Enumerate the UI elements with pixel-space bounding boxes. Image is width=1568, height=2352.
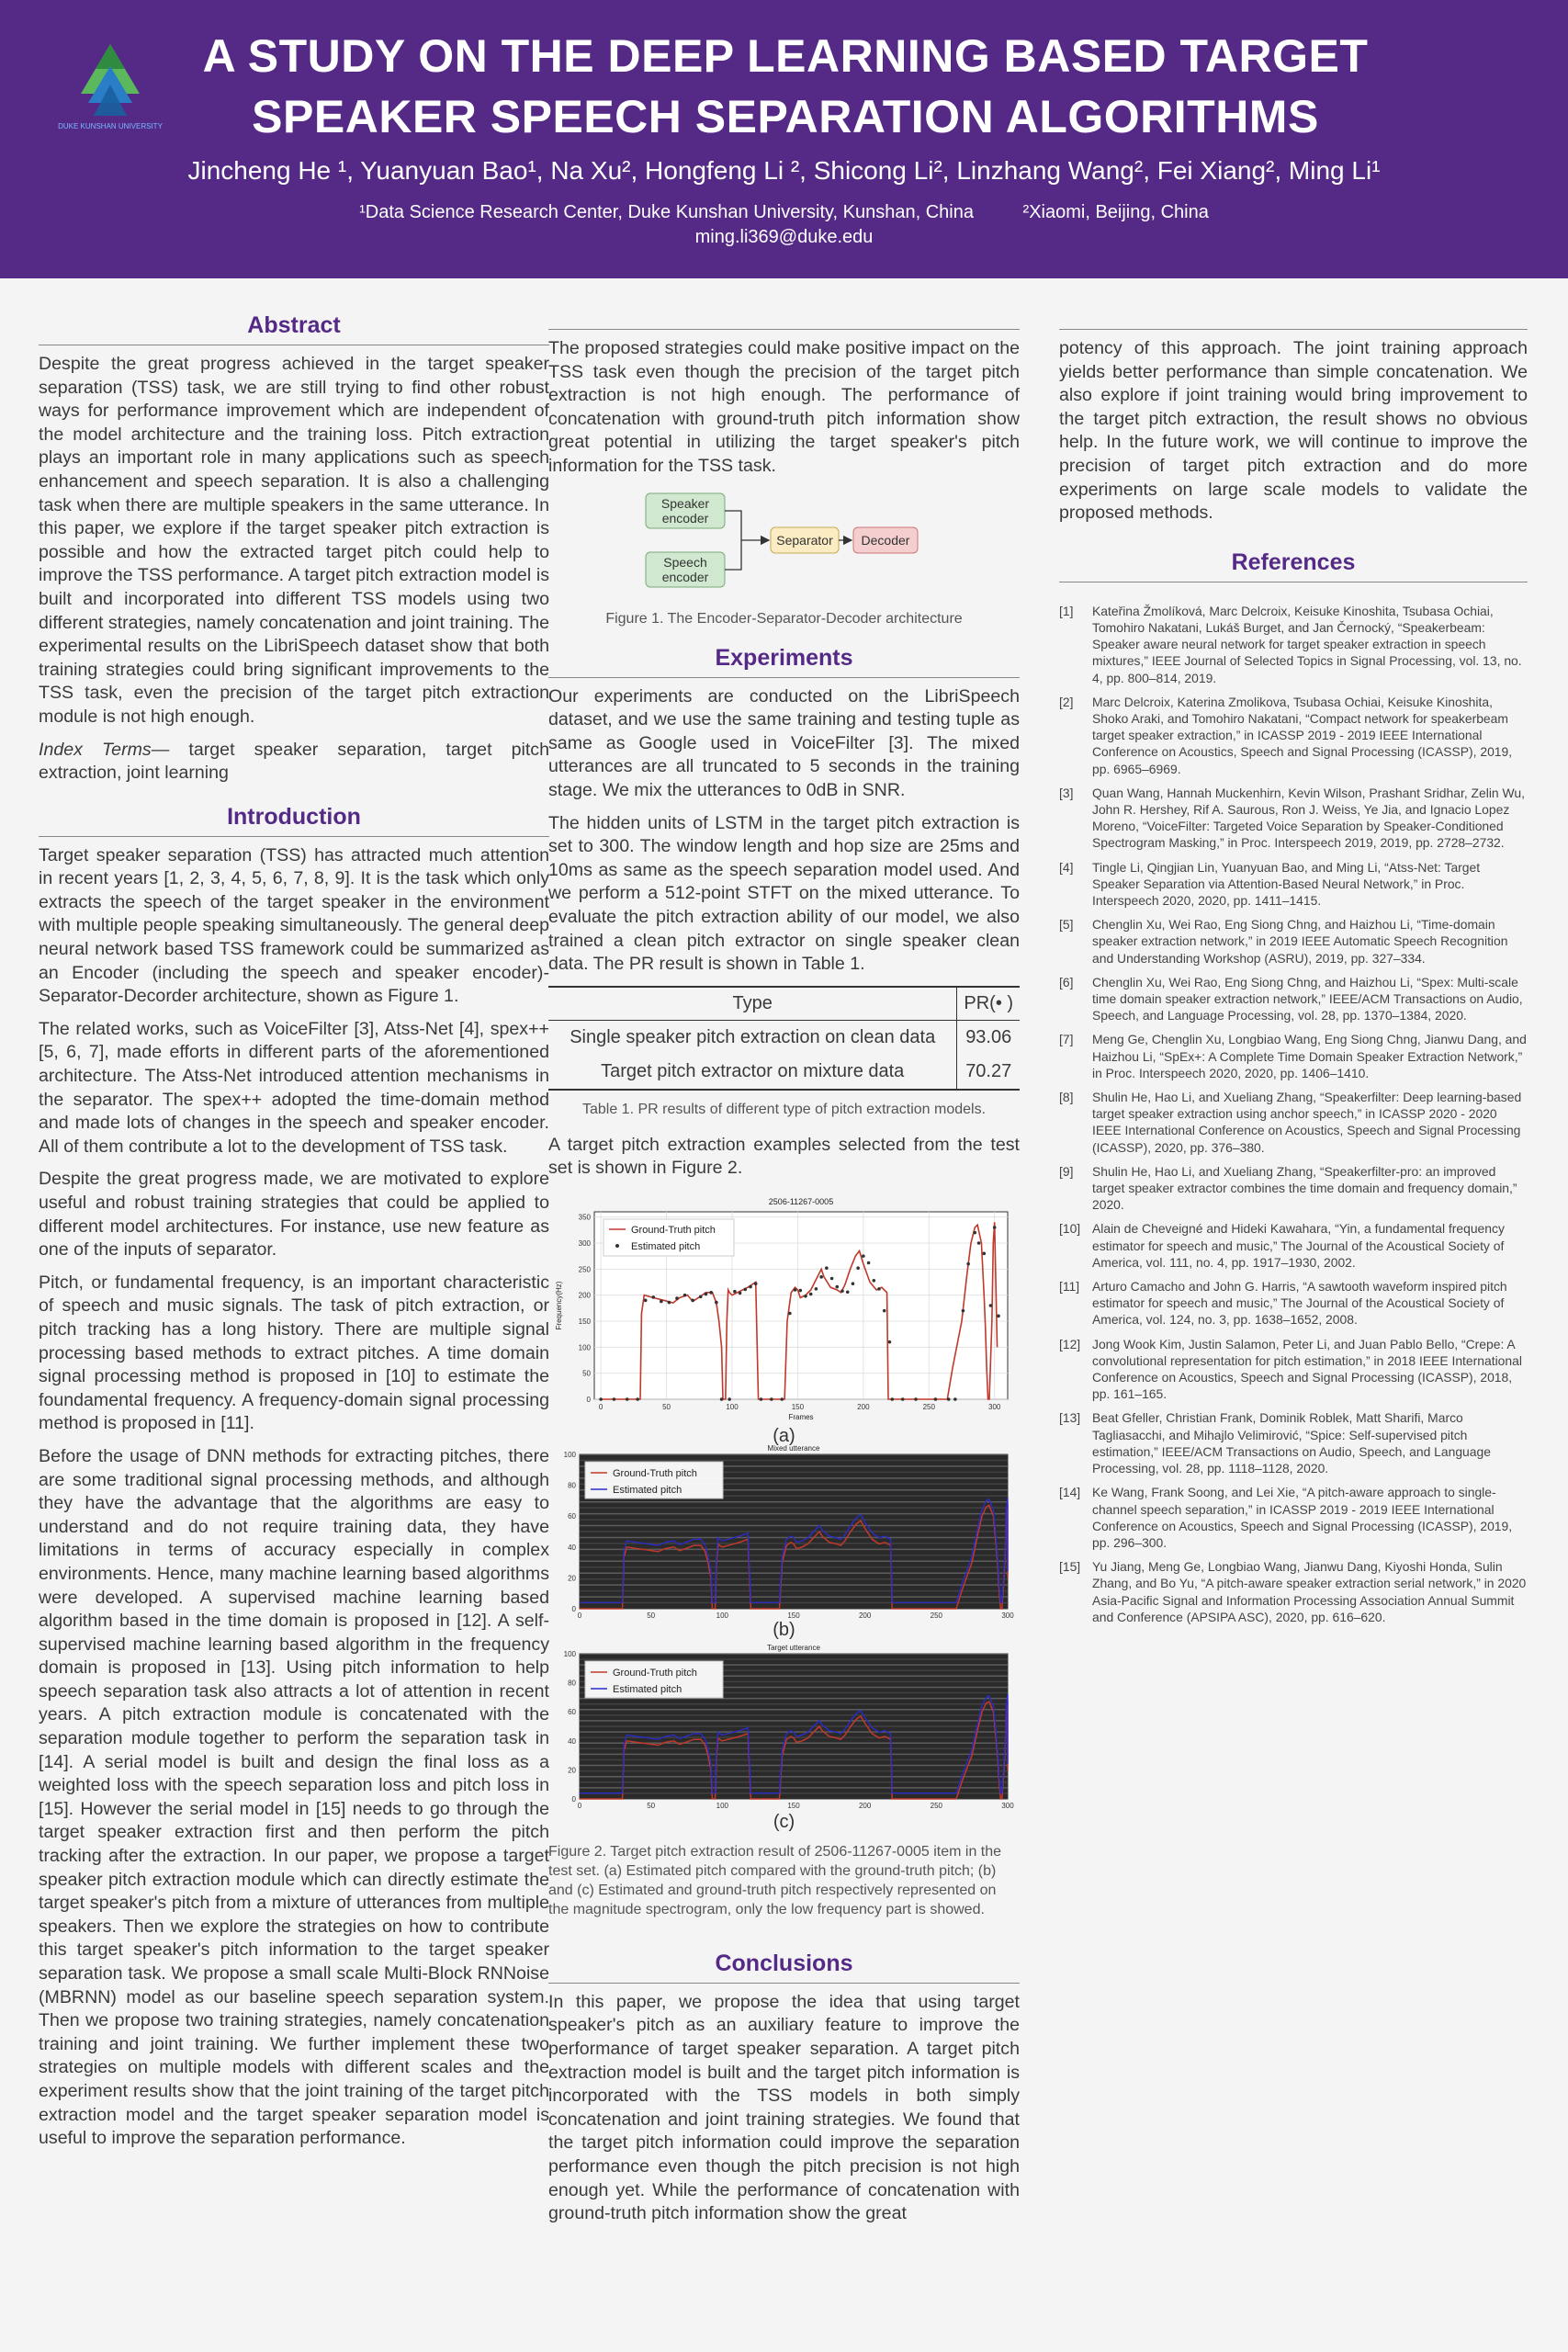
affiliation-2: ²Xiaomi, Beijing, China — [1022, 202, 1209, 222]
estimated-pitch-point — [715, 1301, 718, 1305]
table-cell-type: Single speaker pitch extraction on clean data — [548, 1020, 957, 1055]
legend-est-swatch — [615, 1244, 619, 1248]
y-tick-label: 50 — [582, 1369, 591, 1378]
figure-1-caption: Figure 1. The Encoder-Separator-Decoder architecture — [605, 610, 963, 627]
reference-number: [15] — [1059, 1559, 1081, 1575]
x-tick-label: 150 — [787, 1801, 800, 1810]
reference-text: Chenglin Xu, Wei Rao, Eng Siong Chng, and Haizhou Li, “Time-domain speaker extraction network,” in 2019 IEEE Automatic Speech Recognition and Understanding Workshop (ASRU), 2019, pp. 327–334. — [1092, 917, 1508, 966]
estimated-pitch-point — [962, 1309, 965, 1313]
reference-number: [4] — [1059, 859, 1074, 875]
estimated-pitch-point — [636, 1397, 639, 1401]
table-cell-pr: 93.06 — [965, 1026, 1012, 1047]
pr-results-table — [548, 986, 1020, 1091]
estimated-pitch-point — [651, 1295, 655, 1299]
speech-encoder-label: Speech — [663, 554, 707, 570]
estimated-pitch-point — [770, 1397, 773, 1401]
x-tick-label: 250 — [930, 1801, 943, 1810]
y-tick-label: 0 — [586, 1395, 591, 1404]
estimated-pitch-point — [644, 1298, 648, 1302]
estimated-pitch-point — [989, 1304, 993, 1307]
y-tick-label: 350 — [578, 1213, 591, 1222]
estimated-pitch-point — [997, 1314, 1000, 1317]
estimated-pitch-point — [739, 1291, 742, 1295]
architecture-diagram — [548, 488, 1020, 598]
abstract-heading: Abstract — [39, 303, 549, 345]
legend-gt-label: Ground-Truth pitch — [613, 1467, 697, 1479]
estimated-pitch-point — [788, 1312, 792, 1316]
connector-lines — [725, 511, 769, 570]
y-tick-label: 80 — [568, 1679, 576, 1688]
reference-item — [1059, 603, 1528, 686]
y-tick-label: 40 — [568, 1736, 576, 1746]
table-header-type: Type — [548, 987, 957, 1021]
poster-title — [175, 26, 1396, 147]
column-1 — [39, 303, 549, 2160]
estimated-pitch-point — [780, 1397, 784, 1401]
y-tick-label: 20 — [568, 1766, 576, 1775]
reference-number: [9] — [1059, 1163, 1074, 1179]
reference-text: Tingle Li, Qingjian Lin, Yuanyuan Bao, and Ming Li, “Atss-Net: Target Speaker Separation via Attention-Based Neural Network,” in Proc. Interspeech 2020, 2020, pp. 1411–1415. — [1092, 859, 1481, 908]
legend-gt-label: Ground-Truth pitch — [613, 1667, 697, 1679]
reference-text: Beat Gfeller, Christian Frank, Dominik Roblek, Matt Sharifi, Marco Tagliasacchi, and Mihajlo Velimirović, “Spice: Self-supervised pitch estimation,” IEEE/ACM Transactions on Audio, Speech, and Language Processing, vol. 28, pp. 1118–1128, 2020. — [1092, 1410, 1491, 1476]
reference-number: [13] — [1059, 1410, 1081, 1426]
pitch-chart — [548, 1190, 1020, 1433]
y-axis-label: Frequency(Hz) — [555, 1281, 563, 1330]
reference-item — [1059, 694, 1528, 777]
estimated-pitch-point — [699, 1295, 703, 1298]
estimated-pitch-point — [749, 1285, 752, 1289]
x-tick-label: 250 — [930, 1611, 943, 1620]
mixed-spectrogram — [548, 1442, 1020, 1625]
intro-paragraph-5: Before the usage of DNN methods for extracting pitches, there are some traditional signal processing methods, and although they have the advantage that the algorithms are easy to understand and do not require training data, they have limitations in terms of accuracy especially in complex environments. Hence, many machine learning based algorithms were developed. A supervised machine learning based algorithm based in the time domain is proposed in [12]. A self-supervised machine learning based algorithm in the frequency domain is proposed in [13]. Using pitch information to help speech separation task also attracts a lot of attention in recent years. A pitch extraction module is concatenated with the separation module together to perform the separation task in [14]. A serial model is built and design the final loss as a weighted loss with the speech separation loss and pitch loss in [15]. However the serial model in [15] needs to go through the target speaker extraction first and then perform the pitch tracking after the extraction. In our paper, we propose a target speaker pitch extraction module which can directly estimate the target speaker's pitch from a mixture of utterances from multiple speakers. Then we explore the strategies on how to contribute this target speaker's pitch information to the target speaker separation task. We propose a small scale Multi-Block RNNoise (MBRNN) model as our baseline speech separation system. Then we propose two training strategies, namely concatenation training and joint training. We further implement these two strategies on multiple models with different scales and the experiment results show that the joint training of the target pitch extraction model and the target speaker separation model is useful to improve the separation performance. — [39, 1445, 549, 2149]
reference-item — [1059, 916, 1528, 967]
x-tick-label: 300 — [988, 1402, 1001, 1411]
experiments-heading: Experiments — [548, 636, 1020, 678]
table-cell-type: Target pitch extractor on mixture data — [548, 1055, 957, 1090]
table-1-caption: Table 1. PR results of different type of pitch extraction models. — [581, 1101, 987, 1117]
intro-continued: The proposed strategies could make positive impact on the TSS task even though the precision of the target pitch extraction is not high enough. The performance of concatenation with ground-truth pitch information show great potential in utilizing the target speaker's pitch information for the TSS task. — [548, 338, 1020, 476]
reference-text: Shulin He, Hao Li, and Xueliang Zhang, “Speakerfilter-pro: an improved target speaker extractor combines the time domain and frequency domain,” 2020. — [1092, 1163, 1517, 1213]
legend-est-label: Estimated pitch — [613, 1484, 682, 1496]
reference-item — [1059, 1336, 1528, 1403]
estimated-pitch-point — [728, 1397, 731, 1401]
reference-number: [10] — [1059, 1221, 1081, 1237]
x-axis-label: Frames — [788, 1412, 814, 1421]
estimated-pitch-point — [675, 1296, 679, 1300]
estimated-pitch-point — [613, 1397, 616, 1401]
reference-text: Kateřina Žmolíková, Marc Delcroix, Keisuke Kinoshita, Tsubasa Ochiai, Tomohiro Nakatani, Lukáš Burget, and Jan Černocký, “Speakerbeam: Speaker aware neural network for target speaker extraction in speech mixtures,” IEEE Journal of Selected Topics in Signal Processing, vol. 13, no. 4, pp. 800–814, 2019. — [1092, 603, 1522, 685]
x-tick-label: 50 — [647, 1801, 656, 1810]
y-tick-label: 300 — [578, 1238, 591, 1248]
estimated-pitch-point — [966, 1262, 970, 1266]
reference-number: [1] — [1059, 603, 1074, 618]
spectrogram-title: Target utterance — [767, 1643, 820, 1652]
x-tick-label: 150 — [791, 1402, 805, 1411]
introduction-heading: Introduction — [39, 795, 549, 837]
decoder-label: Decoder — [861, 532, 910, 548]
reference-text: Shulin He, Hao Li, and Xueliang Zhang, “Speakerfilter: Deep learning-based target speaker extraction using anchor speech,” in ICASSP 2020 - 2020 IEEE International Conference on Acoustics, Speech and Signal Processing (ICASSP), 2020, pp. 376–380. — [1092, 1090, 1522, 1155]
estimated-pitch-point — [914, 1397, 918, 1401]
university-logo — [58, 39, 163, 149]
x-tick-label: 200 — [858, 1611, 872, 1620]
reference-number: [11] — [1059, 1279, 1080, 1295]
authors: Jincheng He ¹, Yuanyuan Bao¹, Na Xu², Hongfeng Li ², Shicong Li², Linzhang Wang², Fei Xiang², Ming Li¹ — [187, 156, 1381, 185]
references-list — [1059, 603, 1528, 1625]
estimated-pitch-point — [825, 1266, 829, 1270]
y-tick-label: 60 — [568, 1512, 576, 1521]
reference-text: Marc Delcroix, Katerina Zmolikova, Tsubasa Ochiai, Keisuke Kinoshita, Shoko Araki, and Tomohiro Nakatani, “Compact network for speakerbeam target speaker extraction,” in ICASSP 2019 - 2019 IEEE International Conference on Acoustics, Speech and Signal Processing (ICASSP), 2019, pp. 6965–6969. — [1092, 694, 1513, 776]
estimated-pitch-point — [867, 1261, 871, 1265]
estimated-pitch-point — [852, 1282, 855, 1285]
intro-paragraph-4: Pitch, or fundamental frequency, is an important characteristic of speech and music signals. The task of pitch extraction, or pitch tracking has a long history. There are multiple signal processing based methods to extract pitches. A time domain signal processing method is proposed in [10] to estimate the foundamental frequency. A frequency-domain signal processing method is proposed in [11]. — [39, 1272, 549, 1434]
y-tick-label: 250 — [578, 1265, 591, 1274]
intro-paragraph-2: The related works, such as VoiceFilter [3], Atss-Net [4], spex++ [5, 6, 7], made efforts in different parts of the aforementioned architecture. The Atss-Net introduced attention mechanisms in the separator. The spex++ adopted the time-domain method and made lots of changes in the speech and speaker encoder. All of them contribute a lot to the development of TSS task. — [39, 1018, 549, 1157]
x-tick-label: 0 — [577, 1801, 582, 1810]
estimated-pitch-point — [872, 1279, 875, 1283]
table-cell-pr: 70.27 — [957, 1055, 1020, 1090]
estimated-pitch-point — [901, 1397, 905, 1401]
estimated-pitch-point — [947, 1397, 951, 1401]
estimated-pitch-point — [743, 1288, 747, 1292]
x-tick-label: 250 — [922, 1402, 935, 1411]
reference-text: Meng Ge, Chenglin Xu, Longbiao Wang, Eng Siong Chng, Jianwu Dang, and Haizhou Li, “SpEx+: A Complete Time Domain Speaker Extraction Network,” in Proc. Interspeech 2020, 2020, pp. 1406–1410. — [1092, 1032, 1527, 1080]
affiliation-1: ¹Data Science Research Center, Duke Kunshan University, Kunshan, China — [359, 202, 974, 222]
subfigure-b-label: (b) — [773, 1619, 795, 1640]
reference-item — [1059, 785, 1528, 852]
experiments-paragraph-1: Our experiments are conducted on the LibriSpeech dataset, and we use the same training and testing tuple as same as Google used in VoiceFilter [3]. The mixed utterances are all truncated to 5 seconds in the training stage. We mix the utterances to 0dB in SNR. — [548, 685, 1020, 800]
column-2 — [548, 303, 1020, 2235]
figure-2-caption: Figure 2. Target pitch extraction result of 2506-11267-0005 item in the test set. (a) Estimated pitch compared with the ground-truth pitch; (b) and (c) Estimated and ground-truth pitch respectively represented on the magnitude spectrogram, only the low frequency part is showed. — [548, 1843, 1002, 1917]
references-heading: References — [1059, 540, 1528, 582]
estimated-pitch-point — [890, 1397, 894, 1401]
speech-encoder-label-2: encoder — [661, 569, 709, 584]
reference-text: Quan Wang, Hannah Muckenhirn, Kevin Wilson, Prashant Sridhar, Zelin Wu, John R. Hershey, Rif A. Saurous, Ron J. Weiss, Ye Jia, and Ignacio Lopez Moreno, “VoiceFilter: Targeted Voice Separation by Speaker-Conditioned Spectrogram Masking,” in Proc. Interspeech 2019, 2019, pp. 2728–2732. — [1092, 785, 1525, 851]
reference-number: [5] — [1059, 917, 1074, 933]
y-tick-label: 100 — [578, 1343, 591, 1352]
conclusions-heading: Conclusions — [548, 1941, 1020, 1984]
x-tick-label: 300 — [1001, 1801, 1014, 1810]
estimated-pitch-point — [733, 1290, 737, 1294]
estimated-pitch-point — [973, 1231, 976, 1235]
reference-text: Yu Jiang, Meng Ge, Longbiao Wang, Jianwu Dang, Kiyoshi Honda, Sulin Zhang, and Bo Yu, “A pitch-aware speaker extraction serial network,” in 2020 Asia-Pacific Signal and Information Processing Association Annual Summit and Conference (APSIPA ASC), 2020, pp. 616–620. — [1092, 1559, 1527, 1624]
reference-item — [1059, 1031, 1528, 1081]
reference-item — [1059, 1558, 1528, 1625]
experiments-paragraph-3: A target pitch extraction examples selected from the test set is shown in Figure 2. — [548, 1134, 1020, 1179]
index-terms-label: Index Terms— — [39, 739, 170, 760]
estimated-pitch-point — [993, 1226, 997, 1229]
estimated-pitch-point — [877, 1287, 881, 1291]
reference-number: [14] — [1059, 1485, 1081, 1500]
estimated-pitch-point — [815, 1287, 818, 1291]
y-tick-label: 100 — [563, 1450, 576, 1459]
estimated-pitch-point — [934, 1397, 938, 1401]
y-tick-label: 0 — [571, 1794, 576, 1804]
speaker-encoder-label: Speaker — [660, 495, 710, 511]
y-tick-label: 200 — [578, 1291, 591, 1300]
table-row — [548, 1020, 1020, 1055]
reference-item — [1059, 1220, 1528, 1271]
estimated-pitch-point — [856, 1266, 860, 1270]
column-3 — [1059, 303, 1528, 1633]
estimated-pitch-point — [840, 1289, 844, 1293]
estimated-pitch-point — [830, 1277, 834, 1281]
logo-text: DUKE KUNSHAN UNIVERSITY — [58, 122, 163, 130]
estimated-pitch-point — [798, 1289, 802, 1293]
reference-number: [12] — [1059, 1336, 1081, 1351]
y-tick-label: 150 — [578, 1317, 591, 1326]
conclusions-continued: potency of this approach. The joint training approach yields better performance than simple concatenation. We also explore if joint training would bring improvement to the target pitch extraction, the result shows no obvious help. In the future work, we will continue to improve the precision of target pitch extraction and do more experiments on large scale models to validate the proposed methods. — [1059, 338, 1528, 524]
estimated-pitch-point — [888, 1340, 892, 1344]
reference-text: Chenglin Xu, Wei Rao, Eng Siong Chng, and Haizhou Li, “Spex: Multi-scale time domain speaker extraction network,” IEEE/ACM Transactions on Audio, Speech, and Language Processing, vol. 28, pp. 1370–1384, 2020. — [1092, 974, 1523, 1023]
x-tick-label: 50 — [662, 1402, 671, 1411]
y-tick-label: 20 — [568, 1574, 576, 1583]
estimated-pitch-point — [794, 1288, 797, 1292]
y-tick-label: 0 — [571, 1604, 576, 1613]
subfigure-c-label: (c) — [773, 1811, 795, 1832]
estimated-pitch-point — [819, 1275, 823, 1279]
x-tick-label: 300 — [1001, 1611, 1014, 1620]
estimated-pitch-point — [846, 1290, 850, 1294]
poster-header — [0, 0, 1568, 278]
reference-item — [1059, 1409, 1528, 1476]
subfigure-a-label: (a) — [773, 1425, 795, 1446]
index-terms — [39, 739, 549, 786]
estimated-pitch-point — [668, 1301, 671, 1305]
reference-text: Arturo Camacho and John G. Harris, “A sawtooth waveform inspired pitch estimator for speech and music,” The Journal of the Acoustical Society of America, vol. 124, no. 3, pp. 1638–1652, 2008. — [1092, 1279, 1507, 1328]
index-terms-text: target speaker separation, target pitch extraction, joint learning — [39, 739, 549, 784]
title-line-1: A STUDY ON THE DEEP LEARNING BASED TARGET — [202, 30, 1369, 82]
intro-paragraph-3: Despite the great progress made, we are motivated to explore useful and robust training strategies that could be applied to different model architectures. For instance, use new feature as one of the inputs of separator. — [39, 1169, 549, 1261]
y-tick-label: 100 — [563, 1649, 576, 1658]
x-tick-label: 150 — [787, 1611, 800, 1620]
estimated-pitch-point — [953, 1397, 957, 1401]
reference-number: [2] — [1059, 694, 1074, 709]
target-spectrogram — [548, 1641, 1020, 1815]
x-tick-label: 100 — [716, 1611, 729, 1620]
estimated-pitch-point — [683, 1294, 687, 1297]
reference-item — [1059, 1089, 1528, 1156]
legend-est-label: Estimated pitch — [631, 1240, 701, 1252]
estimated-pitch-point — [705, 1293, 708, 1296]
x-tick-label: 0 — [598, 1402, 604, 1411]
table-header-pr: PR(• ) — [957, 987, 1020, 1021]
x-tick-label: 0 — [577, 1611, 582, 1620]
title-line-2: SPEAKER SPEECH SEPARATION ALGORITHMS — [252, 91, 1319, 142]
estimated-pitch-point — [691, 1298, 694, 1302]
estimated-pitch-point — [626, 1397, 629, 1401]
chart-title: 2506-11267-0005 — [768, 1196, 834, 1206]
reference-number: [3] — [1059, 785, 1074, 800]
y-tick-label: 80 — [568, 1481, 576, 1490]
reference-item — [1059, 859, 1528, 910]
legend-est-label: Estimated pitch — [613, 1683, 682, 1695]
x-tick-label: 100 — [716, 1801, 729, 1810]
x-tick-label: 200 — [858, 1801, 872, 1810]
legend-gt-label: Ground-Truth pitch — [631, 1224, 716, 1236]
estimated-pitch-point — [720, 1397, 724, 1401]
speaker-encoder-label-2: encoder — [661, 510, 709, 526]
reference-text: Jong Wook Kim, Justin Salamon, Peter Li, and Juan Pablo Bello, “Crepe: A convolutional representation for pitch estimation,” in 2018 IEEE International Conference on Acoustics, Speech and Signal Processing (ICASSP), 2018, pp. 161–165. — [1092, 1336, 1522, 1402]
estimated-pitch-point — [599, 1397, 603, 1401]
affiliations — [55, 202, 1513, 223]
reference-item — [1059, 1484, 1528, 1551]
table-row — [548, 1055, 1020, 1090]
y-tick-label: 60 — [568, 1708, 576, 1717]
y-tick-label: 40 — [568, 1543, 576, 1552]
x-tick-label: 50 — [647, 1611, 656, 1620]
reference-text: Alain de Cheveigné and Hideki Kawahara, “Yin, a fundamental frequency estimator for speech and music,” The Journal of the Acoustical Society of America, vol. 111, no. 4, pp. 1917–1930, 2002. — [1092, 1221, 1505, 1270]
estimated-pitch-point — [883, 1309, 886, 1313]
spectrogram-title: Mixed utterance — [767, 1443, 820, 1453]
reference-item — [1059, 1163, 1528, 1214]
estimated-pitch-point — [660, 1300, 663, 1304]
reference-text: Ke Wang, Frank Soong, and Lei Xie, “A pitch-aware approach to single-channel speech separation,” in ICASSP 2019 - 2019 IEEE International Conference on Acoustics, Speech and Signal Processing (ICASSP), 2019, pp. 296–300. — [1092, 1485, 1513, 1550]
conclusions-paragraph: In this paper, we propose the idea that using target speaker's pitch as an auxiliary feature to improve the performance of target speaker separation. A target pitch extraction model is built and the target pitch information is incorporated with the TSS models in both simply concatenation and joint training strategies. We found that the target pitch information could improve the separation performance even though the pitch precision is not high enough yet. While the performance of concatenation with ground-truth pitch information show the great — [548, 1991, 1020, 2224]
reference-item — [1059, 974, 1528, 1024]
x-tick-label: 100 — [726, 1402, 739, 1411]
reference-item — [1059, 1278, 1528, 1329]
reference-number: [8] — [1059, 1090, 1074, 1105]
estimated-pitch-point — [977, 1241, 981, 1245]
estimated-pitch-point — [709, 1291, 713, 1295]
reference-number: [7] — [1059, 1032, 1074, 1047]
estimated-pitch-point — [982, 1251, 986, 1255]
estimated-pitch-point — [835, 1285, 839, 1289]
intro-paragraph-1: Target speaker separation (TSS) has attracted much attention in recent years [1, 2, 3, 4, 5, 6, 7, 8, 9]. It is the task which only extracts the speech of the target speaker in the environment with multiple people speaking simultaneously. The general deep neural network based TSS framework could be summarized as an Encoder (including the speech and speaker encoder)-Separator-Decorder architecture, shown as Figure 1. — [39, 844, 549, 1007]
contact-email[interactable]: ming.li369@duke.edu — [694, 227, 874, 247]
estimated-pitch-point — [862, 1254, 865, 1258]
x-tick-label: 200 — [857, 1402, 870, 1411]
estimated-pitch-point — [760, 1397, 763, 1401]
separator-label: Separator — [776, 532, 833, 548]
experiments-paragraph-2: The hidden units of LSTM in the target pitch extraction is set to 300. The window length and hop size are 25ms and 10ms as same as the speech separation model used. And we perform a 512-point STFT on the mixed utterance. To evaluate the pitch extraction ability of our model, we also trained a clean pitch extractor on single speaker clean data. The PR result is shown in Table 1. — [548, 812, 1020, 975]
estimated-pitch-point — [809, 1293, 813, 1296]
abstract-text: Despite the great progress achieved in the target speaker separation (TSS) task, we are still trying to find other robust ways for performance improvement which are independent of the model architecture and the training loss. Pitch extraction plays an important role in many applications such as speech enhancement and speech separation. It is also a challenging task when there are multiple speakers in the same utterance. In this paper, we explore if the target speaker pitch extraction is possible and how the extracted target pitch could help to improve the TSS performance. A target pitch extraction model is built and incorporated into different TSS models using two different strategies, namely concatenation and joint training. The experimental results on the LibriSpeech dataset show that both training strategies could bring significant improvements to the TSS task, even the precision of the target pitch extraction module is not high enough. — [39, 354, 549, 727]
estimated-pitch-point — [804, 1295, 807, 1298]
reference-number: [6] — [1059, 974, 1074, 989]
estimated-pitch-point — [754, 1282, 758, 1285]
